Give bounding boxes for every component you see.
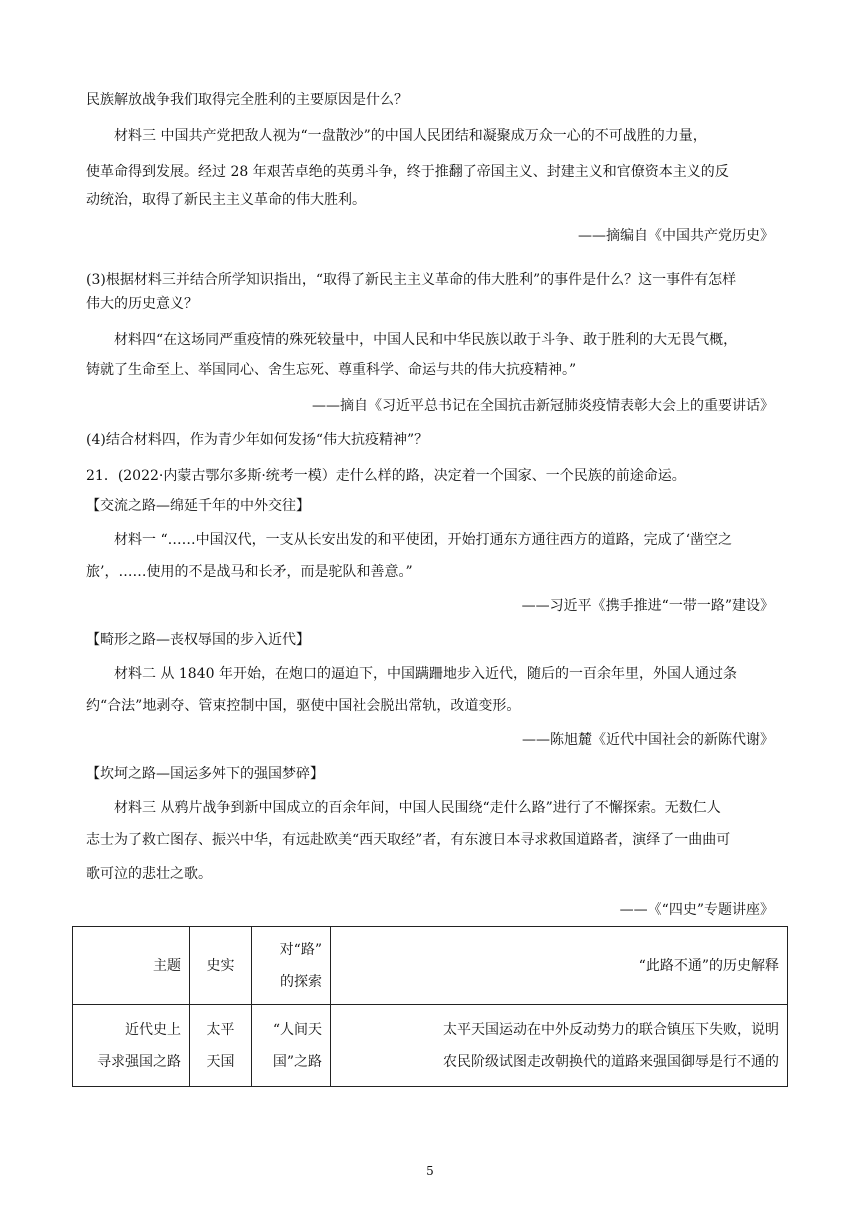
source-citation: ——陈旭麓《近代中国社会的新陈代谢》 — [522, 732, 774, 748]
text-line: 旅’，……使用的不是战马和长矛，而是驼队和善意。” — [86, 564, 413, 580]
section-heading: 【交流之路—绵延千年的中外交往】 — [86, 498, 310, 514]
question-title: 21．(2022·内蒙古鄂尔多斯·统考一模）走什么样的路，决定着一个国家、一个民族的前途命运。 — [86, 468, 686, 484]
header-cell: “此路不通”的历史解释 — [331, 927, 788, 1005]
text-line: 动统治，取得了新民主主义革命的伟大胜利。 — [86, 192, 366, 208]
table-cell: “人间天 国”之路 — [252, 1005, 331, 1087]
section-heading: 【坎坷之路—国运多舛下的强国梦碎】 — [86, 766, 324, 782]
table-cell: 太平天国运动在中外反动势力的联合镇压下失败，说明 农民阶级试图走改朝换代的道路来强国御辱是行不通的 — [331, 1005, 788, 1087]
text-line: 使革命得到发展。经过 28 年艰苦卓绝的英勇斗争，终于推翻了帝国主义、封建主义和官僚资本主义的反 — [86, 164, 729, 180]
text-line: 材料三 中国共产党把敌人视为“一盘散沙”的中国人民团结和凝聚成万众一心的不可战胜的力量， — [114, 128, 707, 144]
page-number: 5 — [426, 1164, 434, 1178]
table-cell: 近代史上 寻求强国之路 — [73, 1005, 190, 1087]
header-cell: 对“路” 的探索 — [252, 927, 331, 1005]
text-line: 歌可泣的悲壮之歌。 — [86, 866, 212, 882]
question-text: (4)结合材料四，作为青少年如何发扬“伟大抗疫精神”？ — [86, 432, 429, 448]
source-citation: ——摘自《习近平总书记在全国抗击新冠肺炎疫情表彰大会上的重要讲话》 — [312, 398, 774, 414]
section-heading: 【畸形之路—丧权辱国的步入近代】 — [86, 632, 310, 648]
header-cell: 主题 — [73, 927, 190, 1005]
source-citation: ——摘编自《中国共产党历史》 — [578, 228, 774, 244]
text-line: 材料一 “……中国汉代，一支从长安出发的和平使团，开始打通东方通往西方的道路，完成了‘凿空之 — [114, 532, 733, 548]
text-line: 材料三 从鸦片战争到新中国成立的百余年间，中国人民围绕“走什么路”进行了不懈探索。无数仁人 — [114, 800, 721, 816]
text-line: 材料四“在这场同严重疫情的殊死较量中，中国人民和中华民族以敢于斗争、敢于胜利的大无畏气概， — [114, 332, 738, 348]
header-cell: 史实 — [190, 927, 252, 1005]
text-line: 铸就了生命至上、举国同心、舍生忘死、尊重科学、命运与共的伟大抗疫精神。” — [86, 362, 577, 378]
history-table — [72, 926, 788, 1087]
table-header-row — [73, 927, 788, 1005]
text-line: 约“合法”地剥夺、管束控制中国，驱使中国社会脱出常轨，改道变形。 — [86, 698, 521, 714]
text-line: 民族解放战争我们取得完全胜利的主要原因是什么？ — [86, 92, 408, 108]
source-citation: ——习近平《携手推进“一带一路”建设》 — [521, 598, 774, 614]
table-cell: 太平 天国 — [190, 1005, 252, 1087]
question-text: 伟大的历史意义？ — [86, 296, 198, 312]
text-line: 志士为了救亡图存、振兴中华，有远赴欧美“西天取经”者，有东渡日本寻求救国道路者，演绎了一曲曲可 — [86, 832, 731, 848]
table-row — [73, 1005, 788, 1087]
text-line: 材料二 从 1840 年开始，在炮口的逼迫下，中国蹒跚地步入近代，随后的一百余年里，外国人通过条 — [114, 666, 737, 682]
source-citation: ——《“四史”专题讲座》 — [619, 902, 774, 918]
question-text: (3)根据材料三并结合所学知识指出，“取得了新民主主义革命的伟大胜利”的事件是什么？这一事件有怎样 — [86, 272, 737, 288]
